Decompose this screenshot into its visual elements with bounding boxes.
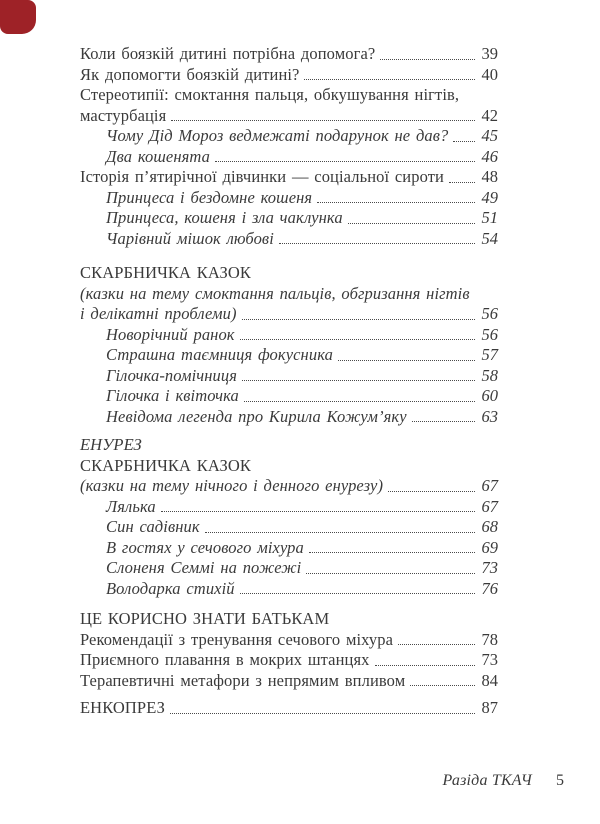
dot-leader bbox=[304, 65, 475, 81]
toc-entry-label: СКАРБНИЧКА КАЗОК bbox=[80, 455, 251, 475]
toc-entry bbox=[80, 229, 498, 250]
toc-entry-label: Коли боязкій дитині потрібна допомога? bbox=[80, 44, 376, 63]
toc-entry-page: 46 bbox=[481, 146, 498, 166]
dot-leader bbox=[244, 386, 475, 402]
toc-entry-page: 60 bbox=[481, 386, 498, 405]
toc-entry-label: ЕНУРЕЗ bbox=[80, 435, 142, 454]
toc-group bbox=[80, 263, 498, 427]
toc-entry-label: Історія п’ятирічної дівчинки — соціальної сироти bbox=[80, 167, 444, 186]
toc-entry-label: Страшна таємниця фокусника bbox=[106, 345, 333, 364]
toc-entry-page: 68 bbox=[481, 517, 498, 536]
toc-entry-page: 58 bbox=[481, 365, 498, 385]
toc-entry-page: 73 bbox=[481, 650, 498, 669]
toc-entry-label: (казки на тему нічного і денного енурезу) bbox=[80, 476, 384, 495]
toc-entry-page: 40 bbox=[481, 64, 498, 84]
toc-entry-page: 63 bbox=[481, 406, 498, 426]
toc-entry-label: Гілочка і квіточка bbox=[106, 386, 239, 405]
toc-entry-page: 39 bbox=[481, 44, 498, 63]
toc-entry bbox=[80, 126, 498, 147]
toc-entry-label: і делікатні проблеми) bbox=[80, 304, 237, 323]
toc-entry-label: Невідома легенда про Кирила Кожум’яку bbox=[106, 406, 407, 426]
toc-entry bbox=[80, 609, 498, 630]
page-corner-marker bbox=[0, 0, 36, 34]
toc-entry-page: 54 bbox=[481, 228, 498, 248]
toc-entry-label: Принцеса і бездомне кошеня bbox=[106, 187, 313, 207]
toc-entry-label: ЕНКОПРЕЗ bbox=[80, 698, 165, 717]
dot-leader bbox=[380, 44, 475, 60]
toc-entry-label: мастурбація bbox=[80, 105, 167, 125]
toc-entry-label: Чарівний мішок любові bbox=[106, 228, 274, 248]
dot-leader bbox=[412, 407, 475, 423]
dot-leader bbox=[205, 517, 475, 533]
toc-entry-label: Як допомогти боязкій дитині? bbox=[80, 64, 300, 84]
toc-entry-label: В гостях у сечового міхура bbox=[106, 537, 304, 557]
toc-entry-label: Стереотипії: смоктання пальця, обкушування нігтів, bbox=[80, 85, 460, 104]
toc-group bbox=[80, 698, 498, 719]
toc-entry bbox=[80, 630, 498, 651]
toc-entry-page: 45 bbox=[481, 126, 498, 145]
toc-entry-page: 56 bbox=[481, 304, 498, 323]
toc-entry bbox=[80, 476, 498, 497]
toc-entry bbox=[80, 650, 498, 671]
toc-entry-label: Принцеса, кошеня і зла чаклунка bbox=[106, 208, 343, 227]
toc-entry bbox=[80, 366, 498, 387]
toc-entry-label: Чому Дід Мороз ведмежаті подарунок не дав? bbox=[106, 126, 449, 145]
toc-entry-label: Новорічний ранок bbox=[106, 324, 235, 344]
dot-leader bbox=[242, 304, 475, 320]
toc-entry bbox=[80, 85, 498, 106]
toc-entry-page: 76 bbox=[481, 578, 498, 598]
dot-leader bbox=[242, 366, 475, 382]
page-footer bbox=[80, 772, 564, 790]
dot-leader bbox=[398, 630, 475, 646]
toc-entry bbox=[80, 147, 498, 168]
toc-entry-page: 42 bbox=[481, 105, 498, 125]
dot-leader bbox=[338, 345, 475, 361]
dot-leader bbox=[161, 497, 475, 513]
toc-entry-page: 57 bbox=[481, 345, 498, 364]
toc-entry-page: 48 bbox=[481, 167, 498, 186]
toc-entry-label: Приємного плавання в мокрих штанцях bbox=[80, 650, 370, 669]
toc-entry bbox=[80, 188, 498, 209]
toc-entry-label: Рекомендації з тренування сечового міхура bbox=[80, 629, 394, 649]
dot-leader bbox=[317, 188, 475, 204]
toc-entry bbox=[80, 167, 498, 188]
toc-entry-label: Терапевтичні метафори з непрямим впливом bbox=[80, 670, 406, 690]
toc-entry-label: Гілочка-помічниця bbox=[106, 365, 238, 385]
dot-leader bbox=[171, 106, 475, 122]
dot-leader bbox=[453, 126, 475, 142]
toc-entry bbox=[80, 579, 498, 600]
dot-leader bbox=[309, 538, 475, 554]
toc-group bbox=[80, 44, 498, 249]
toc-entry bbox=[80, 698, 498, 719]
footer-author: Разіда ТКАЧ bbox=[442, 772, 532, 789]
toc-entry bbox=[80, 538, 498, 559]
toc-entry-page: 84 bbox=[481, 670, 498, 690]
toc-entry-page: 56 bbox=[481, 324, 498, 344]
toc-entry bbox=[80, 208, 498, 229]
toc-entry-page: 51 bbox=[481, 208, 498, 227]
dot-leader bbox=[375, 650, 475, 666]
toc-entry-label: Слоненя Семмі на пожежі bbox=[106, 558, 302, 577]
toc-entry-page: 78 bbox=[481, 629, 498, 649]
dot-leader bbox=[348, 208, 475, 224]
toc-entry bbox=[80, 284, 498, 305]
dot-leader bbox=[215, 147, 475, 163]
toc-entry bbox=[80, 517, 498, 538]
dot-leader bbox=[240, 579, 475, 595]
toc-entry bbox=[80, 435, 498, 456]
toc-entry bbox=[80, 386, 498, 407]
toc-entry bbox=[80, 497, 498, 518]
toc-entry bbox=[80, 671, 498, 692]
toc-entry-page: 69 bbox=[481, 537, 498, 557]
toc-group bbox=[80, 609, 498, 691]
toc-entry-label: Володарка стихій bbox=[106, 578, 235, 598]
dot-leader bbox=[170, 698, 475, 714]
toc-entry bbox=[80, 106, 498, 127]
toc bbox=[80, 44, 498, 719]
toc-entry bbox=[80, 558, 498, 579]
toc-entry-label: (казки на тему смоктання пальців, обгризання нігтів bbox=[80, 283, 470, 303]
toc-entry-label: Два кошенята bbox=[106, 146, 210, 166]
toc-entry bbox=[80, 407, 498, 428]
toc-entry bbox=[80, 44, 498, 65]
toc-entry-page: 67 bbox=[481, 496, 498, 516]
toc-entry bbox=[80, 345, 498, 366]
toc-entry-label: СКАРБНИЧКА КАЗОК bbox=[80, 263, 251, 282]
toc-entry bbox=[80, 263, 498, 284]
toc-entry bbox=[80, 456, 498, 477]
toc-entry bbox=[80, 65, 498, 86]
toc-entry-page: 67 bbox=[481, 476, 498, 495]
toc-entry bbox=[80, 304, 498, 325]
toc-entry-page: 87 bbox=[481, 698, 498, 717]
dot-leader bbox=[410, 671, 475, 687]
toc-group bbox=[80, 435, 498, 599]
toc-entry-page: 49 bbox=[481, 187, 498, 207]
toc-entry bbox=[80, 325, 498, 346]
dot-leader bbox=[449, 167, 475, 183]
toc-entry-label: Син садівник bbox=[106, 517, 200, 536]
dot-leader bbox=[240, 325, 475, 341]
footer-page-number: 5 bbox=[556, 772, 564, 789]
toc-entry-label: ЦЕ КОРИСНО ЗНАТИ БАТЬКАМ bbox=[80, 609, 330, 628]
dot-leader bbox=[306, 558, 475, 574]
toc-entry-page: 73 bbox=[481, 558, 498, 577]
dot-leader bbox=[388, 476, 475, 492]
toc-entry-label: Лялька bbox=[106, 496, 156, 516]
dot-leader bbox=[279, 229, 475, 245]
